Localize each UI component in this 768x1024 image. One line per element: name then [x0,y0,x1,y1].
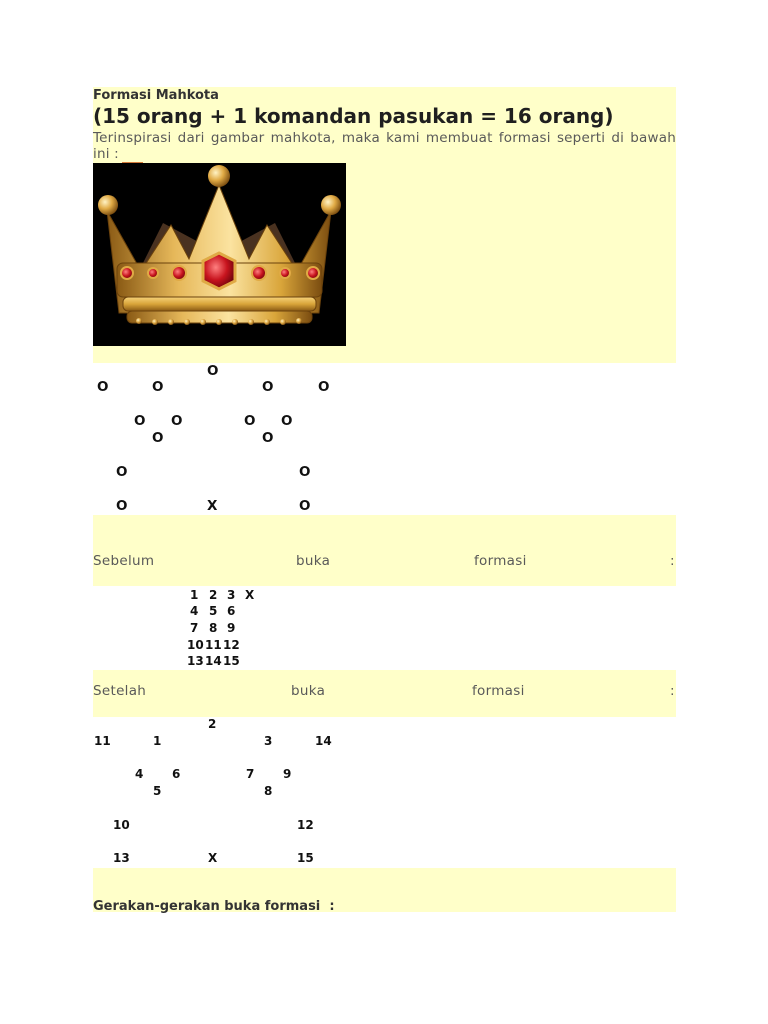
setelah-num: 3 [264,734,273,748]
formation-commander: X [207,498,218,514]
sebelum-word-1: Sebelum [93,553,155,569]
setelah-word-1: Setelah [93,683,147,699]
grid-num: 11 [205,638,222,652]
formation-member: O [262,379,274,395]
title-large: (15 orang + 1 komandan pasukan = 16 orang) [93,104,614,128]
formation-member: O [207,363,219,379]
formation-member: O [134,413,146,429]
setelah-num: 8 [264,784,273,798]
formation-member: O [299,498,311,514]
setelah-num: 14 [315,734,332,748]
setelah-colon: : [670,683,675,699]
sebelum-word-3: formasi [474,553,527,569]
grid-num: 2 [209,588,218,602]
formation-member: O [97,379,109,395]
setelah-num: 12 [297,818,314,832]
grid-num: 5 [209,604,218,618]
highlight-band-setelah [93,670,676,717]
formation-member: O [262,430,274,446]
formation-member: O [152,379,164,395]
setelah-num: 15 [297,851,314,865]
grid-num: 12 [223,638,240,652]
setelah-word-2: buka [291,683,326,699]
grid-num: 10 [187,638,204,652]
highlight-band-sebelum [93,515,676,586]
intro-paragraph: Terinspirasi dari gambar mahkota, maka kami membuat formasi seperti di bawah ini : [93,130,676,162]
setelah-commander: X [208,851,218,865]
grid-num: 1 [190,588,199,602]
gerakan-colon: : [329,899,335,914]
grid-num: 7 [190,621,199,635]
crown-image [93,163,346,346]
grid-num: 3 [227,588,236,602]
formation-member: O [281,413,293,429]
formation-member: O [116,464,128,480]
gerakan-heading [93,895,335,914]
sebelum-word-2: buka [296,553,331,569]
grid-num: 14 [205,654,222,668]
grid-num: 6 [227,604,236,618]
setelah-num: 9 [283,767,292,781]
grid-commander: X [245,588,255,602]
formation-member: O [171,413,183,429]
setelah-num: 7 [246,767,255,781]
title-small: Formasi Mahkota [93,88,219,103]
gerakan-label: Gerakan-gerakan buka formasi [93,899,321,914]
grid-num: 9 [227,621,236,635]
sebelum-colon: : [670,553,675,569]
grid-num: 4 [190,604,199,618]
setelah-num: 13 [113,851,130,865]
formation-member: O [318,379,330,395]
setelah-word-3: formasi [472,683,525,699]
grid-num: 8 [209,621,218,635]
formation-member: O [116,498,128,514]
formation-member: O [244,413,256,429]
formation-member: O [299,464,311,480]
grid-num: 15 [223,654,240,668]
setelah-num: 1 [153,734,162,748]
grid-num: 13 [187,654,204,668]
setelah-num: 6 [172,767,181,781]
crown-icon [93,163,346,346]
setelah-num: 11 [94,734,111,748]
setelah-num: 2 [208,717,217,731]
setelah-num: 10 [113,818,130,832]
setelah-num: 4 [135,767,144,781]
formation-member: O [152,430,164,446]
setelah-num: 5 [153,784,162,798]
